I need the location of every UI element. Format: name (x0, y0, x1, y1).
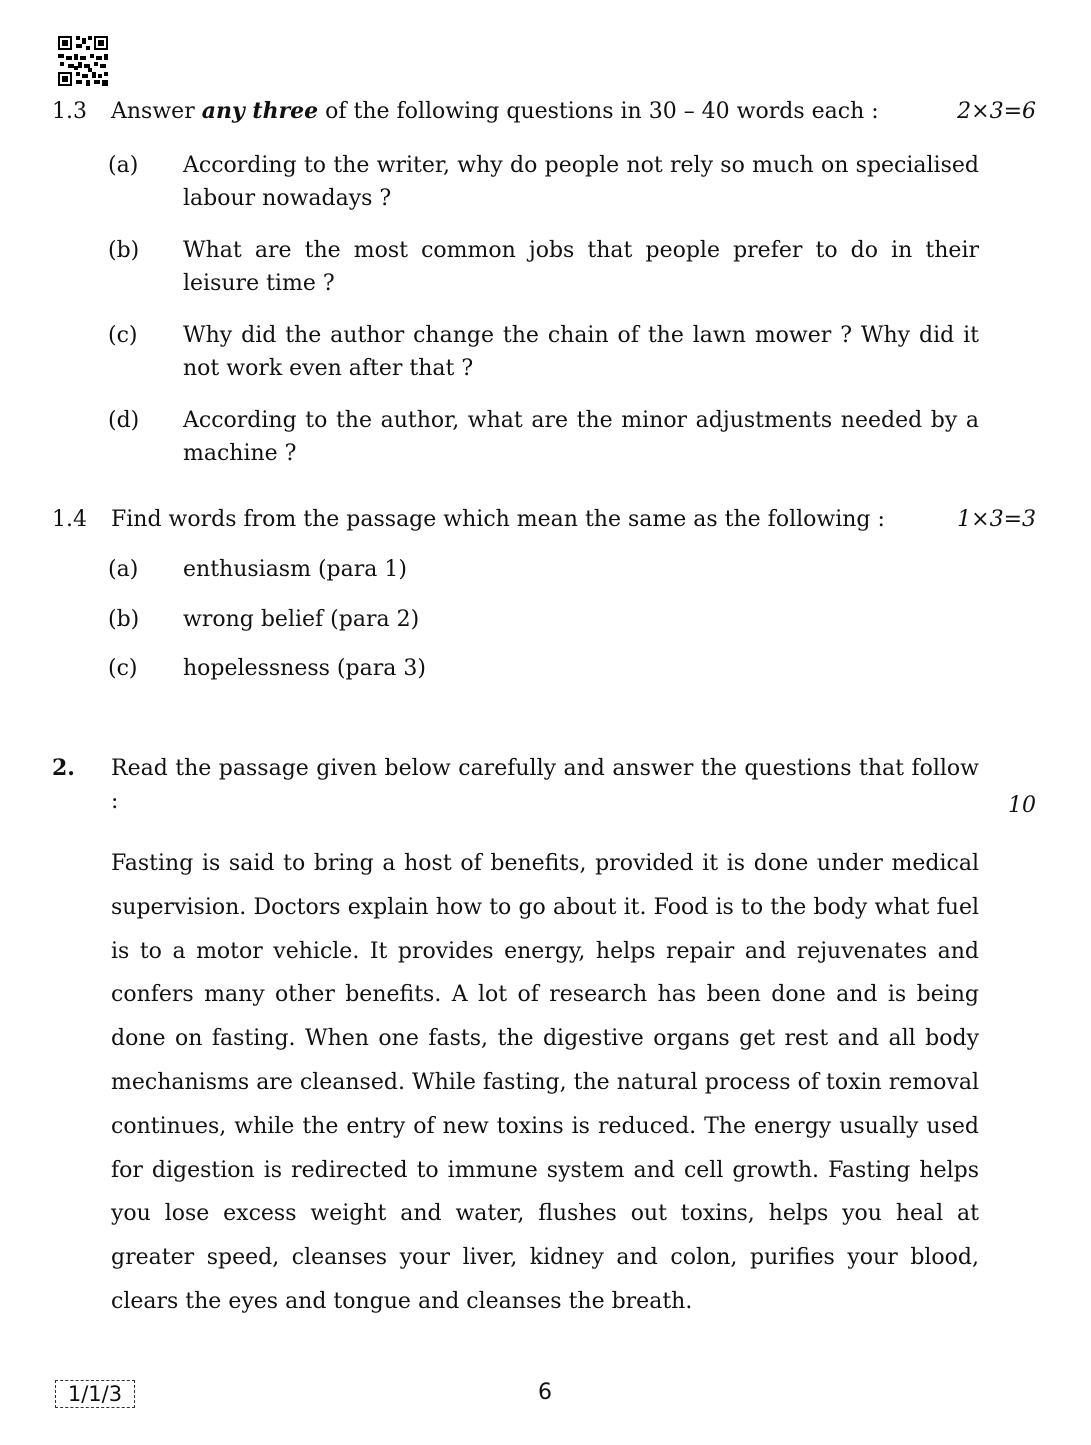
sub-question-text: hopelessness (para 3) (183, 656, 426, 681)
question-instruction (111, 95, 931, 128)
instruction-text: of the following questions in 30 – 40 words each : (318, 99, 879, 124)
instruction-emphasis: any three (201, 98, 319, 124)
qr-code-image (58, 36, 108, 86)
marks-label: 10 (1008, 793, 1036, 818)
instruction-text: Answer (111, 99, 202, 124)
marks-label: 1×3=3 (957, 507, 1036, 532)
sub-question-text: What are the most common jobs that people prefer to do in their leisure time ? (183, 238, 979, 296)
sub-question-label: (a) (108, 557, 139, 582)
question-number: 1.3 (52, 99, 87, 124)
sub-question-label: (c) (108, 656, 138, 681)
sub-question-label: (b) (108, 238, 140, 263)
question-instruction: Find words from the passage which mean the same as the following : (111, 507, 885, 532)
sub-question-text: According to the author, what are the minor adjustments needed by a machine ? (183, 408, 979, 466)
sub-question-text: According to the writer, why do people not rely so much on specialised labour nowadays ? (183, 153, 979, 211)
marks-label: 2×3=6 (957, 99, 1036, 124)
sub-question-text: Why did the author change the chain of the lawn mower ? Why did it not work even after that ? (183, 323, 979, 381)
sub-question-label: (c) (108, 323, 138, 348)
sub-question-label: (a) (108, 153, 139, 178)
reading-passage: Fasting is said to bring a host of benefits, provided it is done under medical supervision. Doctors explain how to go about it. Food is to the body what fuel is to a motor vehicle. It provides energy, helps repair and rejuvenates and confers many other benefits. A lot of research has been done and is being done on fasting. When one fasts, the digestive organs get rest and all body mechanisms are cleansed. While fasting, the natural process of toxin removal continues, while the entry of new toxins is reduced. The energy usually used for digestion is redirected to immune system and cell growth. Fasting helps you lose excess weight and water, flushes out toxins, helps you heal at greater speed, cleanses your liver, kidney and colon, purifies your blood, clears the eyes and tongue and cleanses the breath. (111, 851, 979, 1314)
paper-code: 1/1/3 (55, 1380, 135, 1408)
question-number: 1.4 (52, 507, 87, 532)
sub-question-label: (d) (108, 408, 140, 433)
question-instruction: Read the passage given below carefully and answer the questions that follow : (111, 756, 979, 814)
sub-question-text: wrong belief (para 2) (183, 607, 420, 632)
sub-question-label: (b) (108, 607, 140, 632)
sub-question-text: enthusiasm (para 1) (183, 557, 407, 582)
page-number: 6 (538, 1380, 552, 1405)
question-number: 2. (52, 755, 75, 781)
